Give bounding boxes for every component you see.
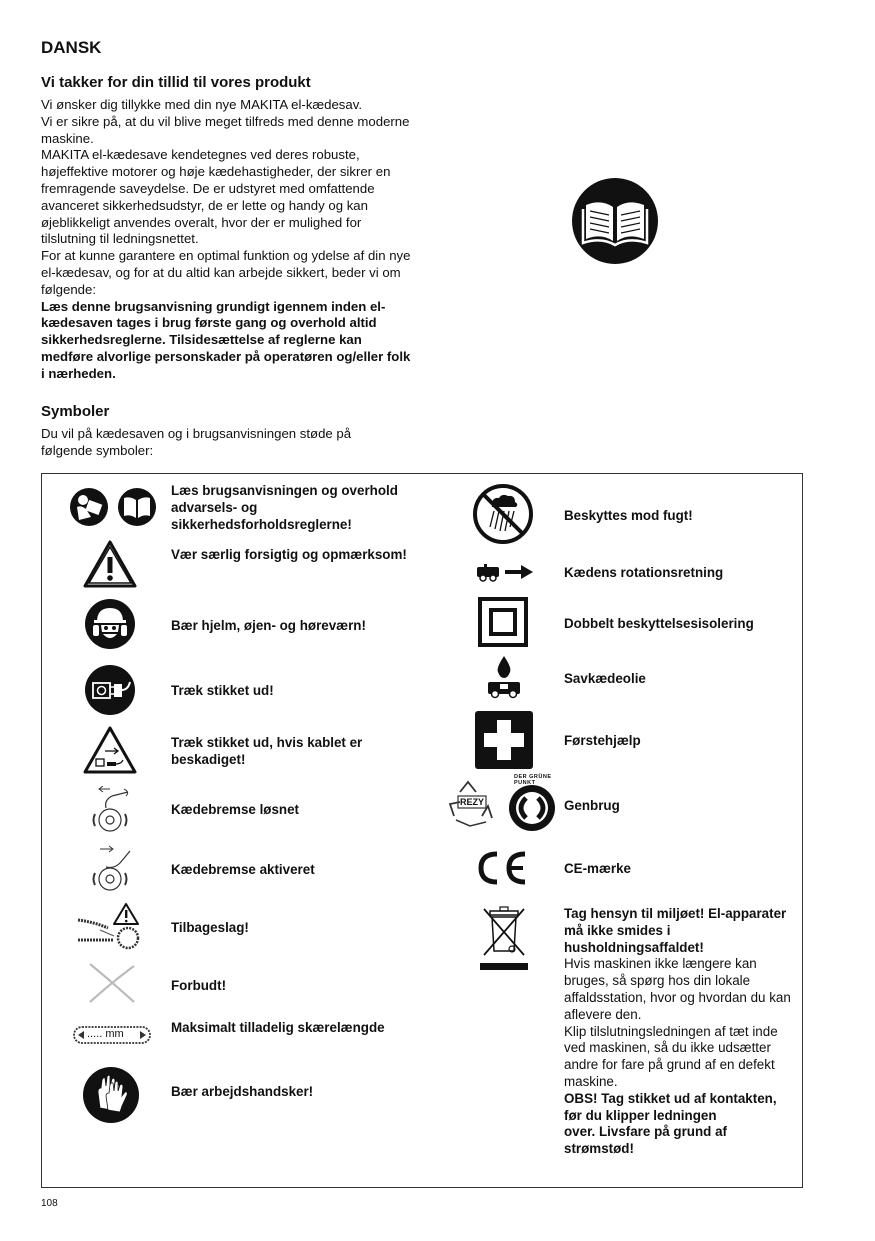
first-aid-icon <box>474 710 534 770</box>
protect-from-moisture-icon <box>472 483 534 545</box>
max-cutting-length-icon <box>72 1024 152 1046</box>
recycling-warning-1: OBS! Tag stikket ud af kontakten, før du klipper ledningen <box>564 1090 777 1123</box>
ce-mark-icon <box>475 848 531 888</box>
rezy-text: REZY <box>460 797 485 807</box>
intro-line: MAKITA el-kædesave kendetegnes ved deres robuste, højeffektive motorer og høje kædehastigheder, der sikrer en fremragende saveydelse. De er udstyret med omfattende avanceret sikkerhedsudstyr, de er lette og handy og kan øjeblikkeligt anvendes overalt, hvor der er mulighed for tilslutning til ledningsnettet. <box>41 147 391 247</box>
weee-crossed-bin-icon <box>476 905 532 971</box>
symbols-heading: Symboler <box>41 403 110 420</box>
symbol-label-gloves: Bær arbejdshandsker! <box>171 1084 314 1099</box>
symbol-label-prohibited: Forbudt! <box>171 978 227 993</box>
recycling-warning-2: over. Livsfare på grund af strømstød! <box>564 1124 727 1157</box>
symbol-label-first-aid: Førstehjælp <box>564 733 641 748</box>
page-number: 108 <box>41 1198 58 1209</box>
intro-line: Vi er sikre på, at du vil blive meget tilfreds med denne moderne maskine. <box>41 113 410 146</box>
read-instructions-icon <box>69 487 159 529</box>
symbol-label-moisture: Beskyttes mod fugt! <box>564 508 693 523</box>
helmet-eye-ear-protection-icon <box>84 598 136 650</box>
symbol-label-chain-oil: Savkædeolie <box>564 671 646 686</box>
unplug-icon <box>84 664 136 716</box>
language-heading: DANSK <box>41 38 102 57</box>
symbol-label-protection: Bær hjelm, øjen- og høreværn! <box>171 618 366 633</box>
unplug-damaged-cable-warning-icon <box>83 726 137 774</box>
symbol-label-recycling: Genbrug <box>564 798 620 813</box>
symbol-label-unplug-damaged-cable: Træk stikket ud, hvis kablet er beskadiget! <box>171 735 363 767</box>
symbol-label-read-instructions: Læs brugsanvisningen og overhold advarsels- og sikkerhedsforholdsreglerne! <box>171 483 398 532</box>
kickback-icon <box>74 902 142 950</box>
intro-line: For at kunne garantere en optimal funktion og ydelse af din nye el-kædesav, og for at du altid kan arbejde sikkert, beder vi om følgende: <box>41 248 411 297</box>
intro-text <box>41 97 411 383</box>
double-insulation-icon <box>478 597 528 647</box>
recycling-heading: Tag hensyn til miljøet! El-apparater må ikke smides i husholdningsaffaldet! <box>564 906 787 955</box>
symbol-label-caution: Vær særlig forsigtig og opmærksom! <box>171 547 407 562</box>
symbol-label-ce: CE-mærke <box>564 861 631 876</box>
intro-heading: Vi takker for din tillid til vores produkt <box>41 74 311 91</box>
chain-rotation-direction-icon <box>475 561 535 583</box>
recycling-note <box>564 906 792 1158</box>
intro-warning: Læs denne brugsanvisning grundigt igennem inden el-kædesaven tages i brug første gang og overhold altid sikkerhedsreglerne. Tilsidesættelse af reglerne kan medføre alvorlige personskader på operatøren og/eller folk i nærheden. <box>41 298 411 381</box>
read-manual-book-icon <box>571 177 659 265</box>
recycling-text-2: Klip tilslutningsledningen af tæt inde ved maskinen, så du ikke udsætter andre for fare på grund af en defekt maskine. <box>564 1023 778 1089</box>
symbol-label-rotation: Kædens rotationsretning <box>564 565 724 580</box>
chain-oil-icon <box>484 654 524 700</box>
chain-brake-released-icon <box>90 786 136 834</box>
work-gloves-icon <box>82 1066 140 1124</box>
chain-length-text: ..... mm <box>87 1028 124 1040</box>
symbol-label-chain-brake-released: Kædebremse løsnet <box>171 802 299 817</box>
intro-line: Vi ønsker dig tillykke med din nye MAKITA el-kædesav. <box>41 97 363 112</box>
symbols-intro: Du vil på kædesaven og i brugsanvisningen støde på følgende symboler: <box>41 426 352 458</box>
recycling-icons <box>446 774 556 834</box>
symbol-label-double-insulation: Dobbelt beskyttelsesisolering <box>564 616 754 631</box>
symbol-label-kickback: Tilbageslag! <box>171 920 249 935</box>
symbol-label-chain-brake-activated: Kædebremse aktiveret <box>171 862 315 877</box>
symbol-label-max-cutting-length: Maksimalt tilladelig skærelængde <box>171 1020 385 1035</box>
prohibited-icon <box>86 960 138 1006</box>
symbol-label-unplug: Træk stikket ud! <box>171 683 274 698</box>
warning-triangle-icon <box>83 540 137 588</box>
recycling-text-1: Hvis maskinen ikke længere kan bruges, så spørg hos din lokale affaldsstation, hvor og hvordan du kan aflevere den. <box>564 956 791 1022</box>
gruene-punkt-text: DER GRÜNE PUNKT <box>514 774 552 786</box>
chain-brake-activated-icon <box>90 845 136 893</box>
